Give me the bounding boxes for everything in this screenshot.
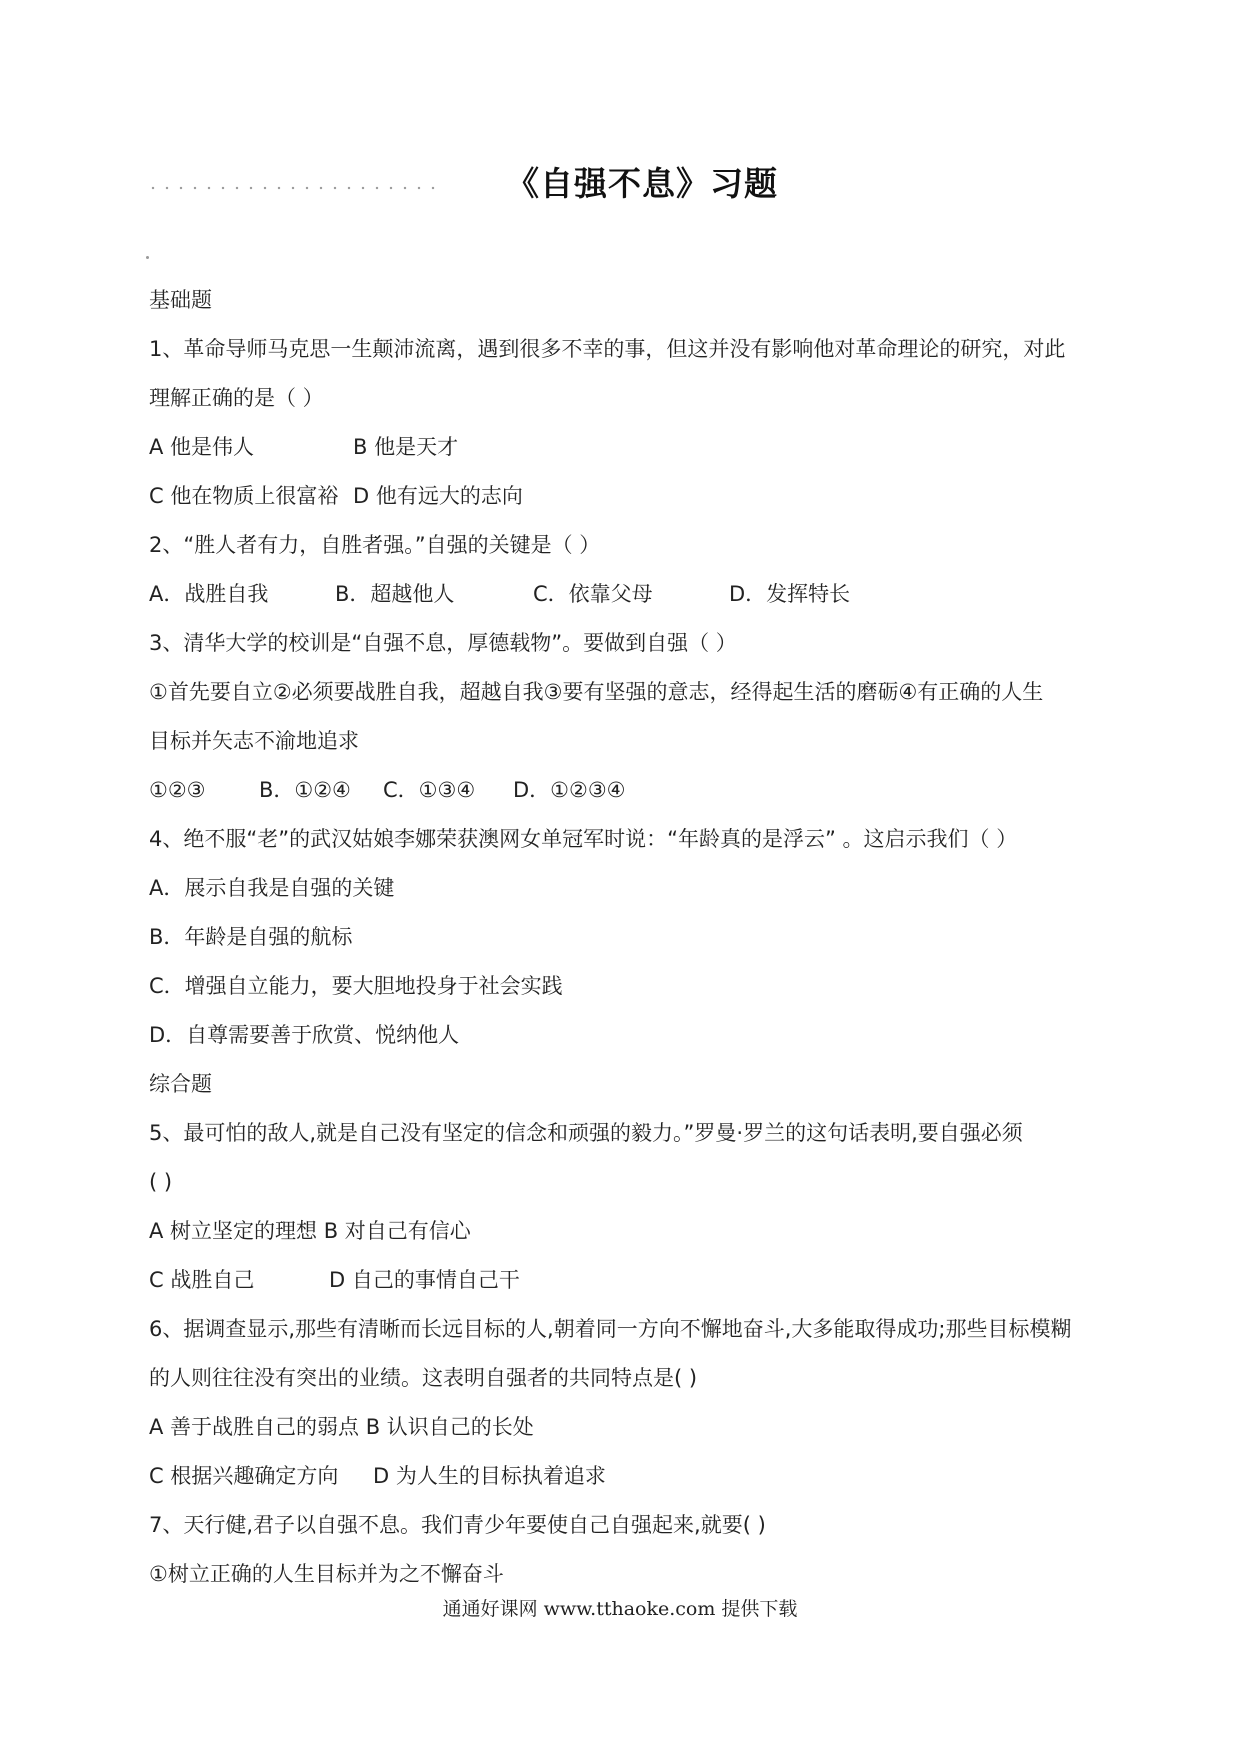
q4-stem: 4、绝不服“老”的武汉姑娘李娜荣获澳网女单冠军时说：“年龄真的是浮云” 。这启示我们（ ）: [149, 827, 1018, 851]
q6-options-cd: [149, 1452, 1109, 1501]
q5-option-c: C 战胜自己: [149, 1268, 255, 1292]
q4-option-d: D．自尊需要善于欣赏、悦纳他人: [149, 1023, 460, 1047]
q3-stem: 3、清华大学的校训是“自强不息，厚德载物”。要做到自强（ ）: [149, 631, 737, 655]
q3-option-b: B．①②④: [259, 778, 351, 802]
dot-mark: [146, 256, 149, 259]
q6-option-d: D 为人生的目标执着追求: [373, 1464, 606, 1488]
q3-options: [149, 766, 1109, 815]
q3-option-c: C．①③④: [383, 778, 476, 802]
q5-option-d: D 自己的事情自己干: [329, 1268, 520, 1292]
q5-options-ab: A 树立坚定的理想 B 对自己有信心: [149, 1219, 471, 1243]
q6-options-ab: A 善于战胜自己的弱点 B 认识自己的长处: [149, 1415, 534, 1439]
q2-options: [149, 570, 1109, 619]
q5-options-cd: [149, 1256, 1109, 1305]
q1-option-c: C 他在物质上很富裕: [149, 484, 339, 508]
section-basic: 基础题: [149, 288, 212, 312]
q4-option-b: B．年龄是自强的航标: [149, 925, 353, 949]
q1-option-b: B 他是天才: [353, 435, 459, 459]
q2-stem: 2、“胜人者有力，自胜者强。”自强的关键是（ ）: [149, 533, 601, 557]
q4-option-a: A．展示自我是自强的关键: [149, 876, 395, 900]
q3-option-d: D．①②③④: [513, 778, 626, 802]
q6-stem-1: 6、据调查显示,那些有清晰而长远目标的人,朝着同一方向不懈地奋斗,大多能取得成功;那些目标模糊: [149, 1317, 1072, 1341]
q3-statements-1: ①首先要自立②必须要战胜自我，超越自我③要有坚强的意志，经得起生活的磨砺④有正确的人生: [149, 680, 1044, 704]
q1-stem-2: 理解正确的是（ ）: [149, 386, 324, 410]
q2-option-c: C．依靠父母: [533, 582, 653, 606]
page-title: 《自强不息》习题: [506, 164, 778, 203]
q2-option-b: B．超越他人: [335, 582, 455, 606]
question-list: [149, 276, 1109, 1599]
q5-stem-1: 5、最可怕的敌人,就是自己没有坚定的信念和顽强的毅力。”罗曼·罗兰的这句话表明,要自强必须: [149, 1121, 1023, 1145]
footer-credit: 通通好课网 www.tthaoke.com 提供下载: [442, 1598, 798, 1620]
q2-option-d: D．发挥特长: [729, 582, 851, 606]
q6-stem-2: 的人则往往没有突出的业绩。这表明自强者的共同特点是( ): [149, 1366, 698, 1390]
q4-option-c: C．增强自立能力，要大胆地投身于社会实践: [149, 974, 563, 998]
section-comprehensive: 综合题: [149, 1072, 212, 1096]
q1-option-d: D 他有远大的志向: [353, 484, 523, 508]
q3-statements-2: 目标并矢志不渝地追求: [149, 729, 359, 753]
q3-option-a: ①②③: [149, 778, 206, 802]
q7-stem: 7、天行健,君子以自强不息。我们青少年要使自己自强起来,就要( ): [149, 1513, 766, 1537]
q7-statement-1: ①树立正确的人生目标并为之不懈奋斗: [149, 1562, 504, 1586]
q6-option-c: C 根据兴趣确定方向: [149, 1464, 339, 1488]
q1-options-ab: [149, 423, 1109, 472]
q2-option-a: A．战胜自我: [149, 582, 269, 606]
q1-stem-1: 1、革命导师马克思一生颠沛流离，遇到很多不幸的事，但这并没有影响他对革命理论的研究，对此: [149, 337, 1066, 361]
q5-stem-2: ( ): [149, 1170, 173, 1194]
q1-options-cd: [149, 472, 1109, 521]
q1-option-a: A 他是伟人: [149, 435, 255, 459]
